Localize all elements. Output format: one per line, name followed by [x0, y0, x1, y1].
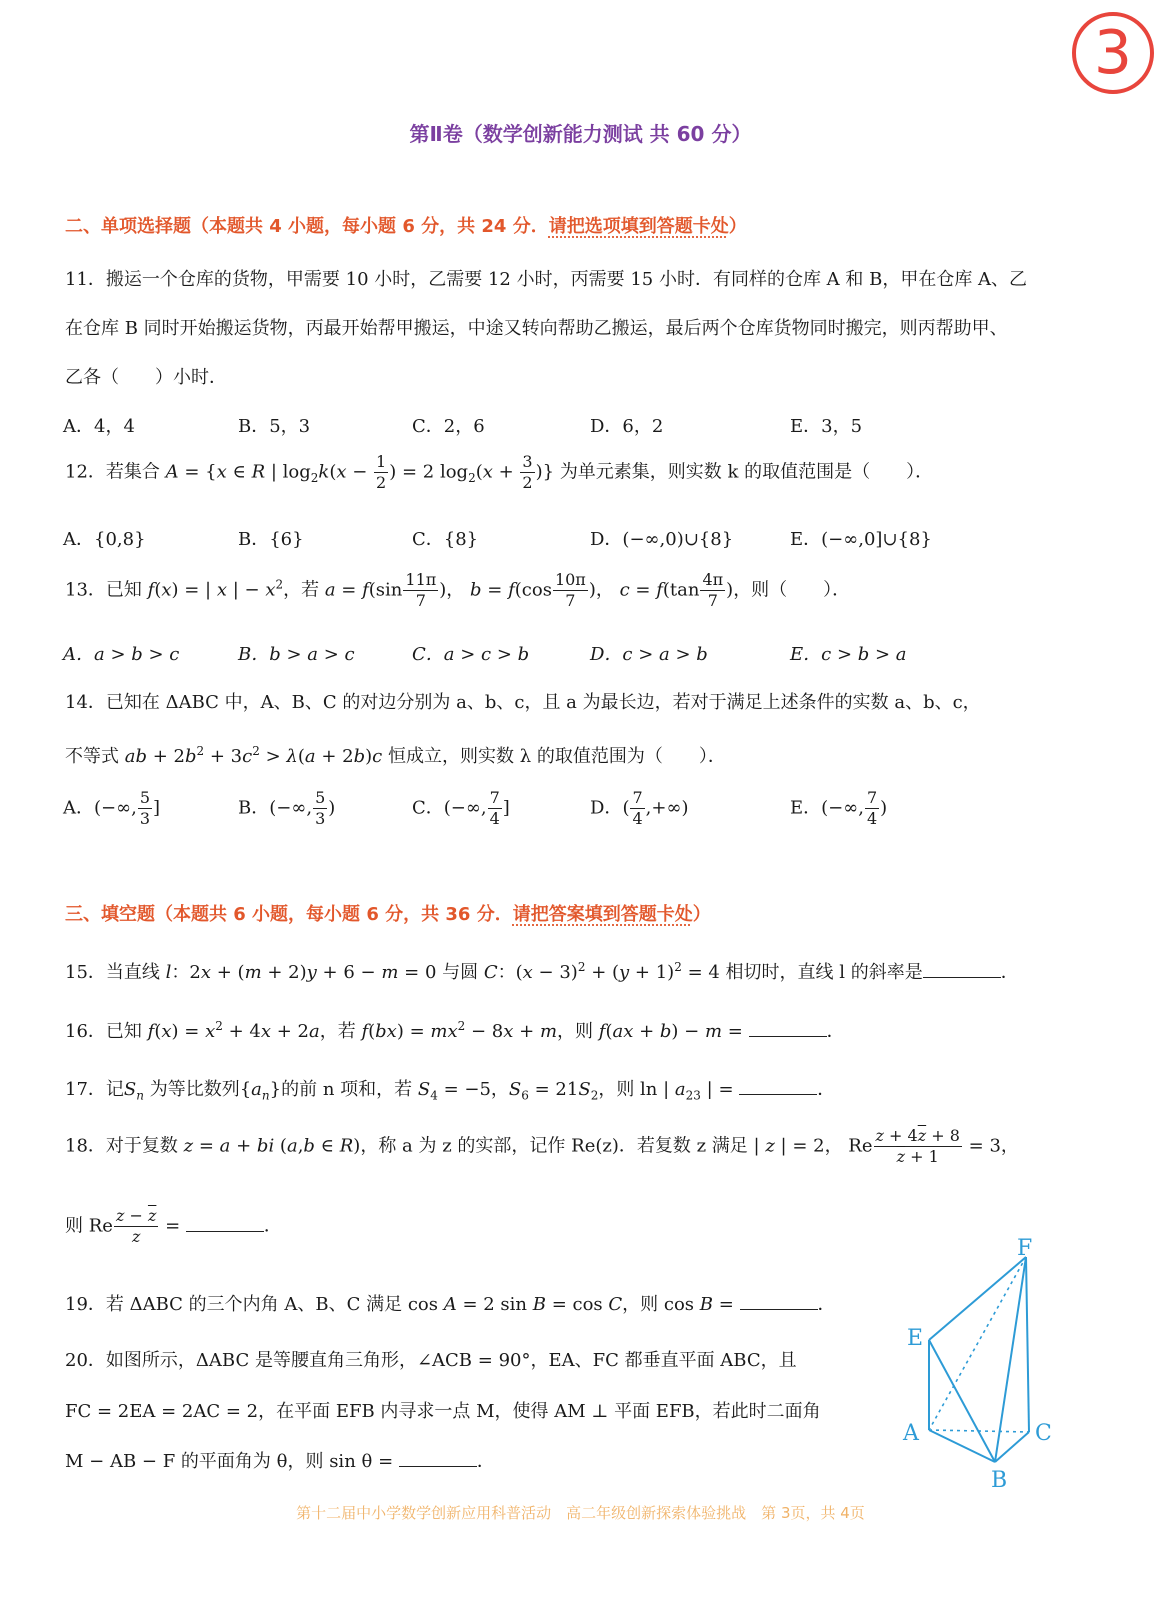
label-f: F — [1017, 1236, 1033, 1261]
q12-option-b: B．{6} — [238, 529, 304, 550]
q15-stem: 15．当直线 l：2x + (m + 2)y + 6 − m = 0 与圆 C：$(x - 3)^2 + (y + 1)^2 = 4$ 相切时，直线 l 的斜率是 ． — [65, 960, 1019, 983]
edge-fa-hidden — [929, 1257, 1026, 1430]
label-e: E — [907, 1326, 924, 1351]
q20-line1: 20．如图所示，ΔABC 是等腰直角三角形，∠ACB = 90°，EA、FC 都垂直平面 ABC，且 — [65, 1350, 797, 1371]
q11-line3: 乙各（ ）小时． — [65, 367, 227, 388]
geometry-figure — [895, 1225, 1075, 1495]
label-c: C — [1035, 1421, 1052, 1446]
q20-line3: M − AB − F 的平面角为 θ，则 sin θ = ． — [65, 1451, 495, 1472]
q13-option-e: E．c > b > a — [790, 644, 907, 665]
q13-option-d: D．c > a > b — [590, 644, 708, 665]
q14-option-e: E．(−∞, $\frac{7}{4}$ ) — [790, 788, 888, 828]
edge-ab — [929, 1430, 995, 1462]
label-b: B — [991, 1468, 1008, 1493]
q14-option-a: A．(−∞, $\frac{5}{3}$ ] — [63, 788, 161, 828]
q13-option-a: A．a > b > c — [63, 644, 180, 665]
q17-stem: 17．记$S_n$ 为等比数列$\{a_n\}$的前 n 项和，若 $S_4 = -5$，$S_6 = 21S_2$，则 ln | $a_{23}$ | = ． — [65, 1079, 836, 1103]
q11-line2: 在仓库 B 同时开始搬运货物，丙最开始帮甲搬运，中途又转向帮助乙搬运，最后两个仓库货物同时搬完，则丙帮助甲、 — [65, 318, 1008, 339]
page-number-badge: 3 — [1072, 12, 1154, 94]
q11-option-e: E．3，5 — [790, 416, 863, 437]
q16-answer-blank[interactable] — [749, 1022, 827, 1037]
q16-stem: 16．已知 $f(x) = x^2 + 4x + 2a$，若 $f(bx) = mx^2 - 8x + m$，则 f(ax + b) − m = ． — [65, 1019, 845, 1042]
q14-option-b: B．(−∞, $\frac{5}{3}$ ) — [238, 788, 336, 828]
q12-option-d: D．(−∞,0)∪{8} — [590, 529, 734, 550]
q20-answer-blank[interactable] — [399, 1452, 477, 1467]
q17-answer-blank[interactable] — [739, 1080, 817, 1095]
q11-option-b: B．5，3 — [238, 416, 311, 437]
q11-line1: 11．搬运一个仓库的货物，甲需要 10 小时，乙需要 12 小时，丙需要 15 小时．有同样的仓库 A 和 B，甲在仓库 A、乙 — [65, 269, 1028, 290]
q15-answer-blank[interactable] — [923, 963, 1001, 978]
edge-cb — [995, 1432, 1029, 1462]
q13-option-c: C．a > c > b — [412, 644, 530, 665]
section-2-header: 二、单项选择题（本题共 4 小题，每小题 6 分，共 24 分．请把选项填到答题卡处） — [65, 216, 747, 237]
part-title: 第Ⅱ卷（数学创新能力测试 共 60 分） — [409, 122, 752, 146]
q11-option-d: D．6，2 — [590, 416, 664, 437]
q12-option-a: A．{0,8} — [63, 529, 146, 550]
q13-stem: 13．已知 f(x) = | x | − $x^2$，若 a = f(sin $\frac{11\pi}{7}$ )， b = f(cos $\frac{10\pi}{7}$ )， c = f(tan $\frac{4\pi}{7}$ )，则（ ）． — [65, 570, 851, 610]
q20-line2: FC = 2EA = 2AC = 2，在平面 EFB 内寻求一点 M，使得 AM ⊥ 平面 EFB，若此时二面角 — [65, 1401, 821, 1422]
q14-line2: 不等式 ab + $2b^2 + 3c^2 > \lambda(a + 2b)c$ 恒成立，则实数 λ 的取值范围为（ ）． — [65, 744, 726, 767]
q12-stem: 12．若集合 A = {x ∈ R | $\log_2k(x$ − $\frac{1}{2}$ ) = 2 $\log_2(x$ + $\frac{3}{2}$ )} 为单元素集，则实数 k 的取值范围是（ ）． — [65, 452, 934, 492]
q18-line2: 则 Re $\frac{z - \overline{z}}{z}$ = ． — [65, 1206, 282, 1246]
q18-line1: 18．对于复数 z = a + bi (a,b ∈ R)，称 a 为 z 的实部，记作 Re(z)．若复数 z 满足 | z | = 2， Re $\frac{z + 4\overline{z} + 8}{\overline{z} + 1}$ = 3， — [65, 1126, 1019, 1166]
edge-eb — [929, 1340, 995, 1462]
q13-option-b: B．b > a > c — [238, 644, 355, 665]
label-a: A — [903, 1421, 919, 1446]
q18-answer-blank[interactable] — [186, 1217, 264, 1232]
edge-ac-hidden — [929, 1430, 1029, 1432]
q12-option-e: E．(−∞,0]∪{8} — [790, 529, 932, 550]
section-3-header: 三、填空题（本题共 6 小题，每小题 6 分，共 36 分．请把答案填到答题卡处） — [65, 904, 711, 925]
q11-option-c: C．2，6 — [412, 416, 485, 437]
q19-answer-blank[interactable] — [740, 1295, 818, 1310]
edge-fe — [929, 1257, 1026, 1340]
q14-option-d: D．( $\frac{7}{4}$ ,+∞) — [590, 788, 689, 828]
q14-option-c: C．(−∞, $\frac{7}{4}$ ] — [412, 788, 510, 828]
q14-line1: 14．已知在 ΔABC 中，A、B、C 的对边分别为 a、b、c，且 a 为最长边，若对于满足上述条件的实数 a、b、c， — [65, 692, 981, 713]
q11-option-a: A．4，4 — [63, 416, 135, 437]
edge-fc — [1026, 1257, 1029, 1432]
q12-option-c: C．{8} — [412, 529, 479, 550]
q19-stem: 19．若 ΔABC 的三个内角 A、B、C 满足 cos A = 2 sin B = cos C，则 cos B = ． — [65, 1294, 836, 1315]
footer: 第十二届中小学数学创新应用科普活动 高二年级创新探索体验挑战 第 3页，共 4页 — [296, 1504, 865, 1522]
